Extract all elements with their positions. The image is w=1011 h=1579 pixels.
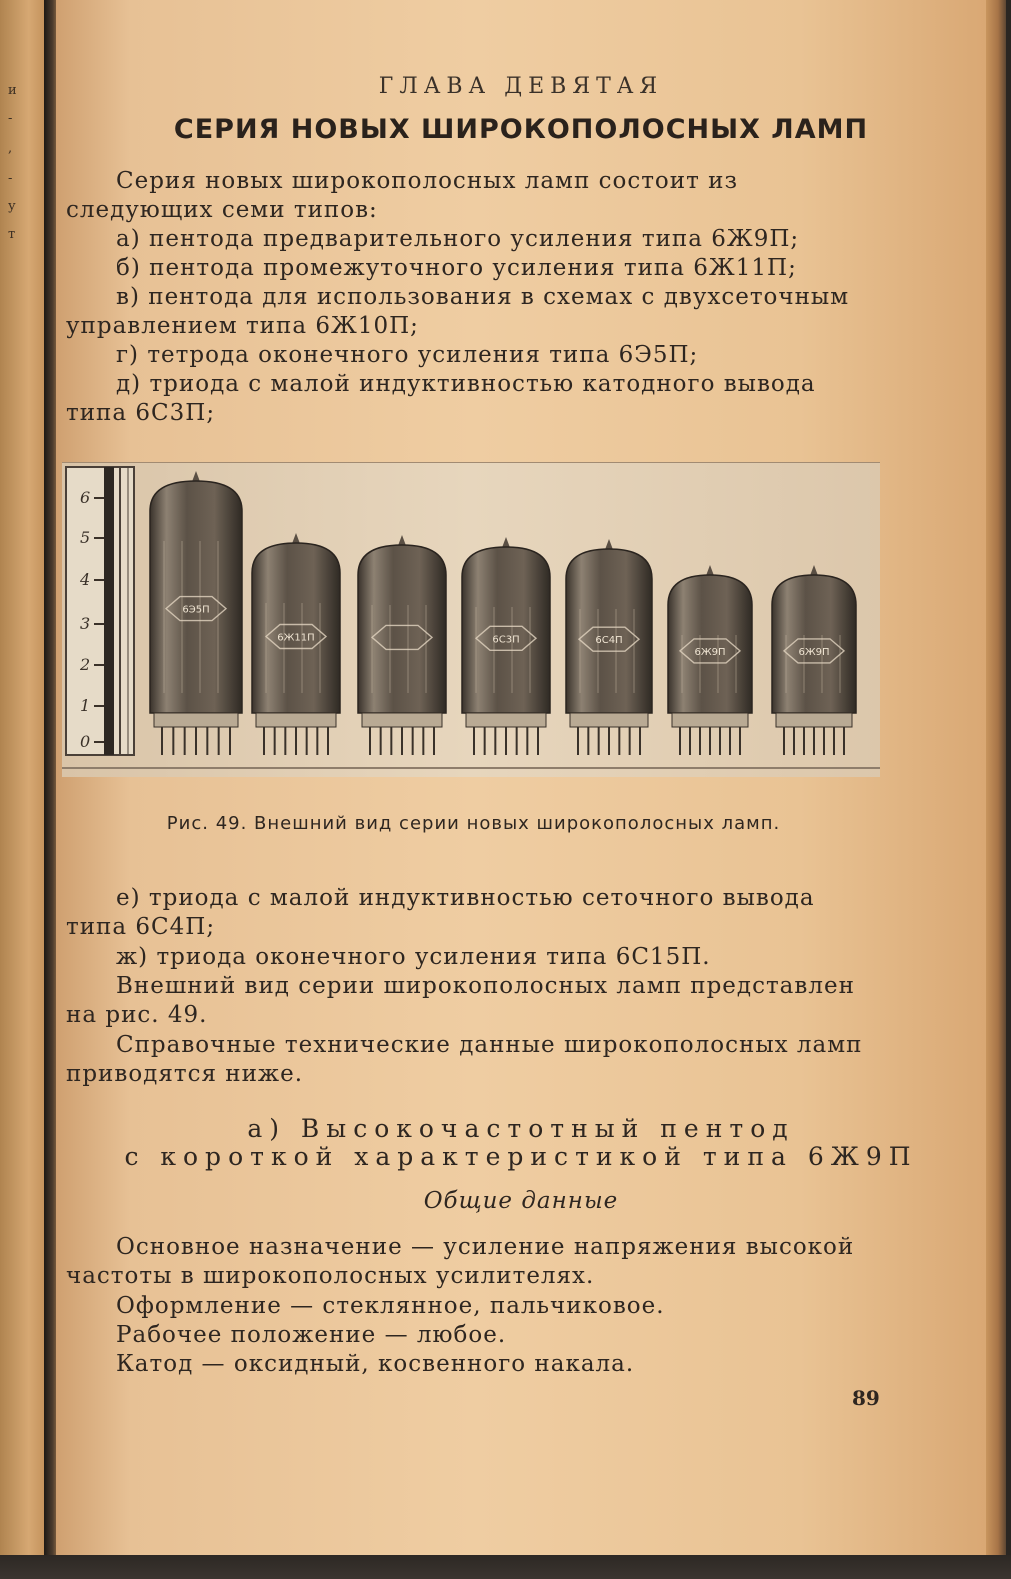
list-item-g: ж) триода оконечного усиления типа 6С15П. (116, 944, 711, 970)
list-item-d: г) тетрода оконечного усиления типа 6Э5П; (116, 342, 699, 368)
ruler-mark-3: 3 (80, 614, 91, 633)
general-position: Рабочее положение — любое. (116, 1322, 507, 1348)
list-item-a: а) пентода предварительного усиления типа 6Ж9П; (116, 226, 800, 252)
tube-label: 6Ж11П (277, 632, 315, 644)
facing-page-fragment: т (8, 227, 16, 242)
chapter-title: СЕРИЯ НОВЫХ ШИРОКОПОЛОСНЫХ ЛАМП (173, 114, 869, 145)
ruler (66, 467, 134, 755)
list-item-e: д) триода с малой индуктивностью катодного вывода типа 6С3П; (66, 371, 816, 426)
facing-page-fragment: - (8, 171, 13, 186)
general-cathode: Катод — оксидный, косвенного накала. (116, 1351, 635, 1377)
page-number: 89 (852, 1386, 880, 1410)
ruler-mark-1: 1 (80, 696, 91, 715)
paragraph-figure-reference: Внешний вид серии широкополосных ламп представлен на рис. 49. (66, 973, 855, 1028)
facing-page-edge (0, 0, 48, 1579)
subheading-general-data: Общие данные (423, 1188, 619, 1214)
ruler-mark-6: 6 (80, 488, 91, 507)
facing-page-fragment: у (8, 199, 16, 214)
general-design: Оформление — стеклянное, пальчиковое. (116, 1293, 665, 1319)
paragraph-reference-data: Справочные технические данные широкополосных ламп приводятся ниже. (66, 1032, 863, 1087)
background-strip (0, 1555, 1011, 1579)
facing-page-fragment: , (8, 141, 13, 156)
tube-label: 6Э5П (182, 604, 210, 616)
facing-page-fragment: - (8, 111, 13, 126)
tube-6 (668, 565, 752, 755)
chapter-label: ГЛАВА ДЕВЯТАЯ (378, 74, 664, 99)
tube-label: 6Ж9П (798, 646, 830, 658)
tube-2 (252, 533, 340, 755)
tube-label: 6С3П (492, 634, 520, 646)
book-page (56, 0, 986, 1555)
tube-7 (772, 565, 856, 755)
list-item-c: в) пентода для использования в схемах с двухсеточным управлением типа 6Ж10П; (66, 284, 850, 339)
list-item-f: е) триода с малой индуктивностью сеточного вывода типа 6С4П; (66, 885, 815, 940)
facing-page-fragment: и (8, 83, 17, 98)
tube-3 (358, 535, 446, 755)
tube-label: 6Ж9П (694, 646, 726, 658)
tube-5 (566, 539, 652, 755)
subsection-title-line1: а) Высокочастотный пентод (247, 1114, 795, 1143)
figure-caption: Рис. 49. Внешний вид серии новых широкополосных ламп. (166, 813, 781, 834)
ruler-mark-0: 0 (80, 732, 91, 751)
figure-tubes-photo (62, 462, 880, 777)
page-edge (986, 0, 1006, 1579)
intro-paragraph: Серия новых широкополосных ламп состоит из следующих семи типов: (66, 168, 739, 223)
tube-4 (462, 537, 550, 755)
subsection-title-line2: с короткой характеристикой типа 6Ж9П (124, 1142, 918, 1171)
general-purpose: Основное назначение — усиление напряжения высокой частоты в широкополосных усилителях. (66, 1234, 855, 1289)
ruler-mark-2: 2 (80, 655, 91, 674)
list-item-b: б) пентода промежуточного усиления типа 6Ж11П; (116, 255, 797, 281)
tube-1 (150, 471, 242, 755)
ruler-mark-5: 5 (80, 528, 91, 547)
ruler-mark-4: 4 (80, 570, 91, 589)
tube-label: 6С4П (595, 635, 623, 647)
